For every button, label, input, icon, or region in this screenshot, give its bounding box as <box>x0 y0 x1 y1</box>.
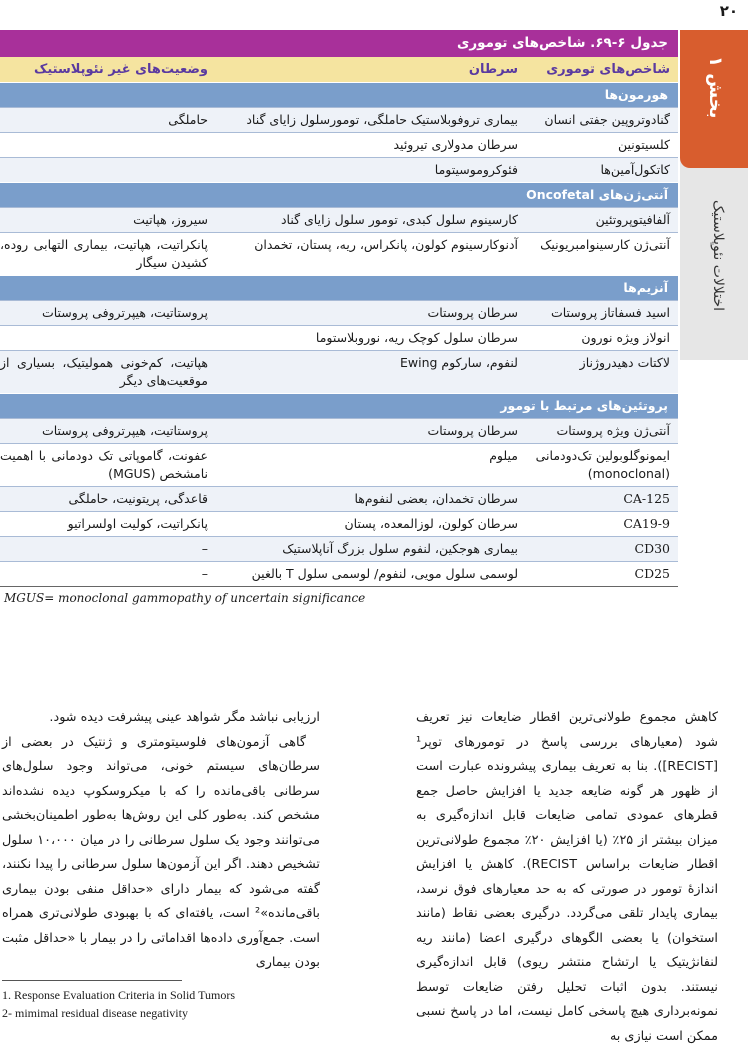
table-section-header: هورمون‌ها <box>0 82 678 107</box>
table-section-header: آنتی‌ژن‌های Oncofetal <box>0 182 678 207</box>
table-footnote: MGUS= monoclonal gammopathy of uncertain significance <box>0 586 678 609</box>
cell-marker: لاکتات دهیدروژناز <box>579 355 670 370</box>
table-row <box>0 132 678 157</box>
cell-cancer: بیماری تروفوبلاستیک حاملگی، تومورسلول زایای گناد <box>246 112 518 127</box>
footnote-2: 2- mimimal residual disease negativity <box>2 1006 188 1020</box>
section-label: بخش ۱ <box>705 56 726 119</box>
cell-non-neoplastic: عفونت، گاموپاتی تک دودمانی با اهمیت نامشخص (MGUS) <box>0 448 208 481</box>
table-row <box>0 300 678 325</box>
table-row <box>0 350 678 393</box>
table-row <box>0 561 678 586</box>
table-row <box>0 207 678 232</box>
cell-non-neoplastic: حاملگی <box>168 112 208 127</box>
cell-non-neoplastic <box>0 329 212 347</box>
header-cancer: سرطان <box>468 62 518 77</box>
tumor-markers-table <box>0 30 678 609</box>
cell-cancer: فئوکروموسیتوما <box>434 162 518 177</box>
body-column-right <box>416 706 718 1049</box>
cell-marker: اسید فسفاتاز پروستات <box>550 305 670 320</box>
chapter-label: اختلالات نئوپلاستیک <box>710 200 726 312</box>
cell-non-neoplastic: – <box>201 541 208 556</box>
cell-marker: انولاز ویژه نورون <box>581 330 670 345</box>
cell-non-neoplastic: هپاتیت، کم‌خونی همولیتیک، بسیاری از موقعیت‌های دیگر <box>0 355 208 388</box>
footnote-1: 1. Response Evaluation Criteria in Solid Tumors <box>2 988 235 1002</box>
cell-marker: گنادوتروپین جفتی انسان <box>544 112 670 127</box>
cell-marker: CA19-9 <box>623 516 670 531</box>
table-section-header: پروتئین‌های مرتبط با تومور <box>0 393 678 418</box>
table-section-header: آنزیم‌ها <box>0 275 678 300</box>
cell-marker: آنتی‌ژن ویژه پروستات <box>556 423 670 438</box>
cell-non-neoplastic: پانکراتیت، کولیت اولسراتیو <box>67 516 208 531</box>
cell-cancer: بیماری هوجکین، لنفوم سلول بزرگ آناپلاستیک <box>282 541 518 556</box>
cell-cancer: سرطان مدولاری تیروئید <box>393 137 518 152</box>
table-row <box>0 107 678 132</box>
chapter-side-tab <box>680 30 748 360</box>
cell-cancer: لوسمی سلول مویی، لنفوم/ لوسمی سلول T بالغین <box>251 566 518 581</box>
body-paragraph: گاهی آزمون‌های فلوسیتومتری و ژنتیک در بعضی از سرطان‌های سیستم خونی، می‌تواند وجود سلول‌های سرطانی باقی‌مانده را که با میکروسکوپ دیده نشده‌اند مشخص کند. به‌طور کلی این روش‌ها به‌طور اطمینان‌بخشی می‌توانند وجود یک سلول سرطانی را در میان ۱۰،۰۰۰ سلول تشخیص دهند. اگر این آزمون‌ها سلول سرطانی را پیدا نکنند، گفته می‌شود که بیمار دارای «حداقل منفی بودن بیماری باقی‌مانده»² است، یافته‌ای که با بهبودی طولانی‌تری همراه است. جمع‌آوری داده‌ها اقداماتی را در بیمار با «حداقل مثبت بودن بیماری <box>2 734 321 970</box>
table-body <box>0 82 678 586</box>
table-row <box>0 536 678 561</box>
table-row <box>0 418 678 443</box>
cell-cancer: لنفوم، سارکوم Ewing <box>399 355 518 370</box>
cell-non-neoplastic: پروستاتیت، هیپرتروفی پروستات <box>41 305 208 320</box>
table-title: جدول ۶-۶۹. شاخص‌های توموری <box>0 30 678 57</box>
body-paragraph: ارزیابی نباشد مگر شواهد عینی پیشرفت دیده شود. <box>49 710 320 725</box>
cell-cancer: کارسینوم سلول کبدی، تومور سلول زایای گناد <box>280 212 518 227</box>
cell-cancer: آدنوکارسینوم کولون، پانکراس، ریه، پستان، تخمدان <box>254 237 518 252</box>
cell-cancer: سرطان پروستات <box>427 423 518 438</box>
cell-marker: CA-125 <box>623 491 670 506</box>
table-row <box>0 486 678 511</box>
table-row <box>0 325 678 350</box>
cell-marker: آلفافیتوپروتئین <box>595 212 670 227</box>
table-row <box>0 443 678 486</box>
cell-non-neoplastic: – <box>201 566 208 581</box>
cell-non-neoplastic: سیروز، هپاتیت <box>133 212 208 227</box>
cell-non-neoplastic: قاعدگی، پریتونیت، حاملگی <box>68 491 208 506</box>
cell-non-neoplastic <box>0 136 212 154</box>
cell-cancer: میلوم <box>489 448 518 463</box>
body-paragraph: کاهش مجموع طولانی‌ترین اقطار ضایعات نیز تعریف شود (معیارهای بررسی پاسخ در تومورهای توپر¹ [RECIST]). بنا به تعریف بیماری پیشرونده عبارت است از ظهور هر گونه ضایعه جدید یا افزایش حاصل جمع قطرهای عمودی تمامی ضایعات قابل اندازه‌گیری به میزان بیشتر از ۲۵٪ (یا افزایش ۲۰٪ مجموع طولانی‌ترین اقطار ضایعات براساس RECIST). کاهش یا افزایش اندازهٔ تومور در صورتی که به حد معیارهای فوق نرسد، بیماری پایدار تلقی می‌گردد. درگیری بعضی نقاط (مانند استخوان) یا بعضی الگوهای درگیری اعضا (مانند ریه لنفانژیتیک یا ارتشاح منتشر ریوی) قابل اندازه‌گیری نیستند. بدون اثبات تحلیل رفتن ضایعات توسط نمونه‌برداری هیچ پاسخی کامل نیست، اما در پاسخ نسبی ممکن است نیازی به <box>416 710 718 1044</box>
cell-cancer: سرطان پروستات <box>427 305 518 320</box>
cell-marker: کاتکول‌آمین‌ها <box>600 162 670 177</box>
cell-marker: کلسیتونین <box>617 137 670 152</box>
page-number: ۲۰ <box>719 2 738 20</box>
footnote-divider <box>2 980 182 981</box>
cell-cancer: سرطان کولون، لوزالمعده، پستان <box>344 516 518 531</box>
header-marker: شاخص‌های توموری <box>546 62 670 77</box>
table-row <box>0 511 678 536</box>
cell-non-neoplastic: پانکراتیت، هپاتیت، بیماری التهابی روده، کشیدن سیگار <box>0 237 208 270</box>
cell-marker: آنتی‌ژن کارسینوامبریونیک <box>540 237 670 252</box>
table-row <box>0 232 678 275</box>
cell-marker: CD30 <box>634 541 670 556</box>
cell-non-neoplastic <box>0 161 212 179</box>
cell-non-neoplastic: پروستاتیت، هیپرتروفی پروستات <box>41 423 208 438</box>
table-row <box>0 157 678 182</box>
footnotes <box>2 986 332 1022</box>
cell-marker: CD25 <box>634 566 670 581</box>
header-non-neoplastic: وضعیت‌های غیر نئوپلاستیک <box>34 62 208 77</box>
body-column-left <box>2 706 320 976</box>
cell-cancer: سرطان تخمدان، بعضی لنفوم‌ها <box>354 491 518 506</box>
cell-marker: ایمونوگلوبولین تک‌دودمانی (monoclonal) <box>535 448 670 481</box>
table-header <box>0 57 678 82</box>
cell-cancer: سرطان سلول کوچک ریه، نوروبلاستوما <box>315 330 518 345</box>
